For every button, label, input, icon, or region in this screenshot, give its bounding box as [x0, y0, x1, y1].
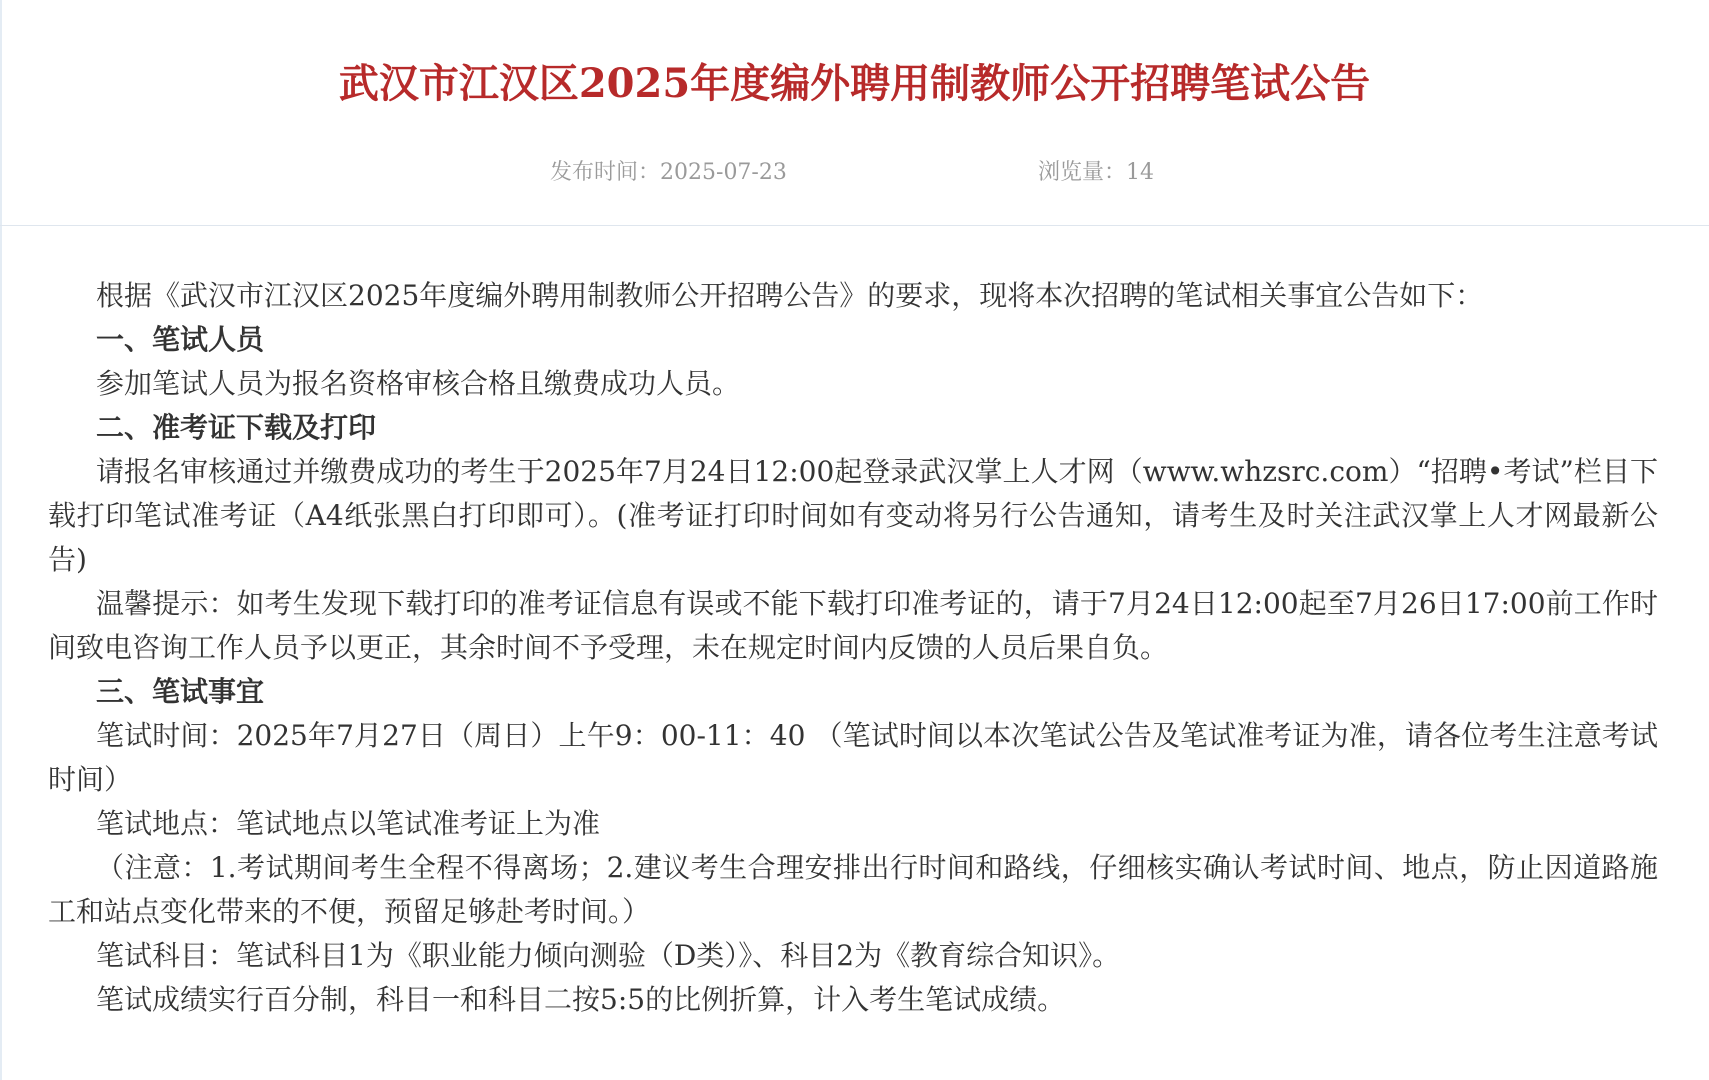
- intro-paragraph: 根据《武汉市江汉区2025年度编外聘用制教师公开招聘公告》的要求，现将本次招聘的笔试相关事宜公告如下：: [96, 279, 1484, 312]
- exam-note-paragraph: （注意：1.考试期间考生全程不得离场；2.建议考生合理安排出行时间和路线，仔细核实确认考试时间、地点，防止因道路施工和站点变化带来的不便，预留足够赴考时间。）: [48, 851, 1658, 928]
- section-2-heading: 二、准考证下载及打印: [96, 411, 377, 444]
- view-count-label: 浏览量：: [1038, 160, 1127, 185]
- exam-scoring-paragraph: 笔试成绩实行百分制，科目一和科目二按5:5的比例折算，计入考生笔试成绩。: [96, 983, 1066, 1016]
- publish-date-label: 发布时间：: [550, 160, 661, 185]
- article-body: [48, 274, 1658, 1022]
- section-1-heading: 一、笔试人员: [96, 323, 265, 356]
- article-title: 武汉市江汉区2025年度编外聘用制教师公开招聘笔试公告: [338, 60, 1371, 107]
- section-3-heading: 三、笔试事宜: [96, 675, 265, 708]
- article-header: [0, 0, 1709, 226]
- exam-subjects-paragraph: 笔试科目：笔试科目1为《职业能力倾向测验（D类）》、科目2为《教育综合知识》。: [96, 939, 1121, 972]
- section-1-paragraph: 参加笔试人员为报名资格审核合格且缴费成功人员。: [96, 367, 741, 400]
- publish-date-value: 2025-07-23: [660, 160, 787, 185]
- publish-date: [550, 158, 787, 188]
- view-count: [1038, 158, 1154, 188]
- exam-time-paragraph: 笔试时间：2025年7月27日（周日）上午9：00-11：40 （笔试时间以本次笔试公告及笔试准考证为准，请各位考生注意考试时间）: [48, 719, 1658, 796]
- exam-place-paragraph: 笔试地点：笔试地点以笔试准考证上为准: [96, 807, 601, 840]
- section-2-paragraph: 请报名审核通过并缴费成功的考生于2025年7月24日12:00起登录武汉掌上人才网（www.whzsrc.com）“招聘•考试”栏目下载打印笔试准考证（A4纸张黑白打印即可）。(准考证打印时间如有变动将另行公告通知，请考生及时关注武汉掌上人才网最新公告): [48, 455, 1658, 576]
- view-count-value: 14: [1126, 160, 1155, 185]
- section-2-tip: 温馨提示：如考生发现下载打印的准考证信息有误或不能下载打印准考证的，请于7月24日12:00起至7月26日17:00前工作时间致电咨询工作人员予以更正，其余时间不予受理，未在规定时间内反馈的人员后果自负。: [48, 587, 1658, 664]
